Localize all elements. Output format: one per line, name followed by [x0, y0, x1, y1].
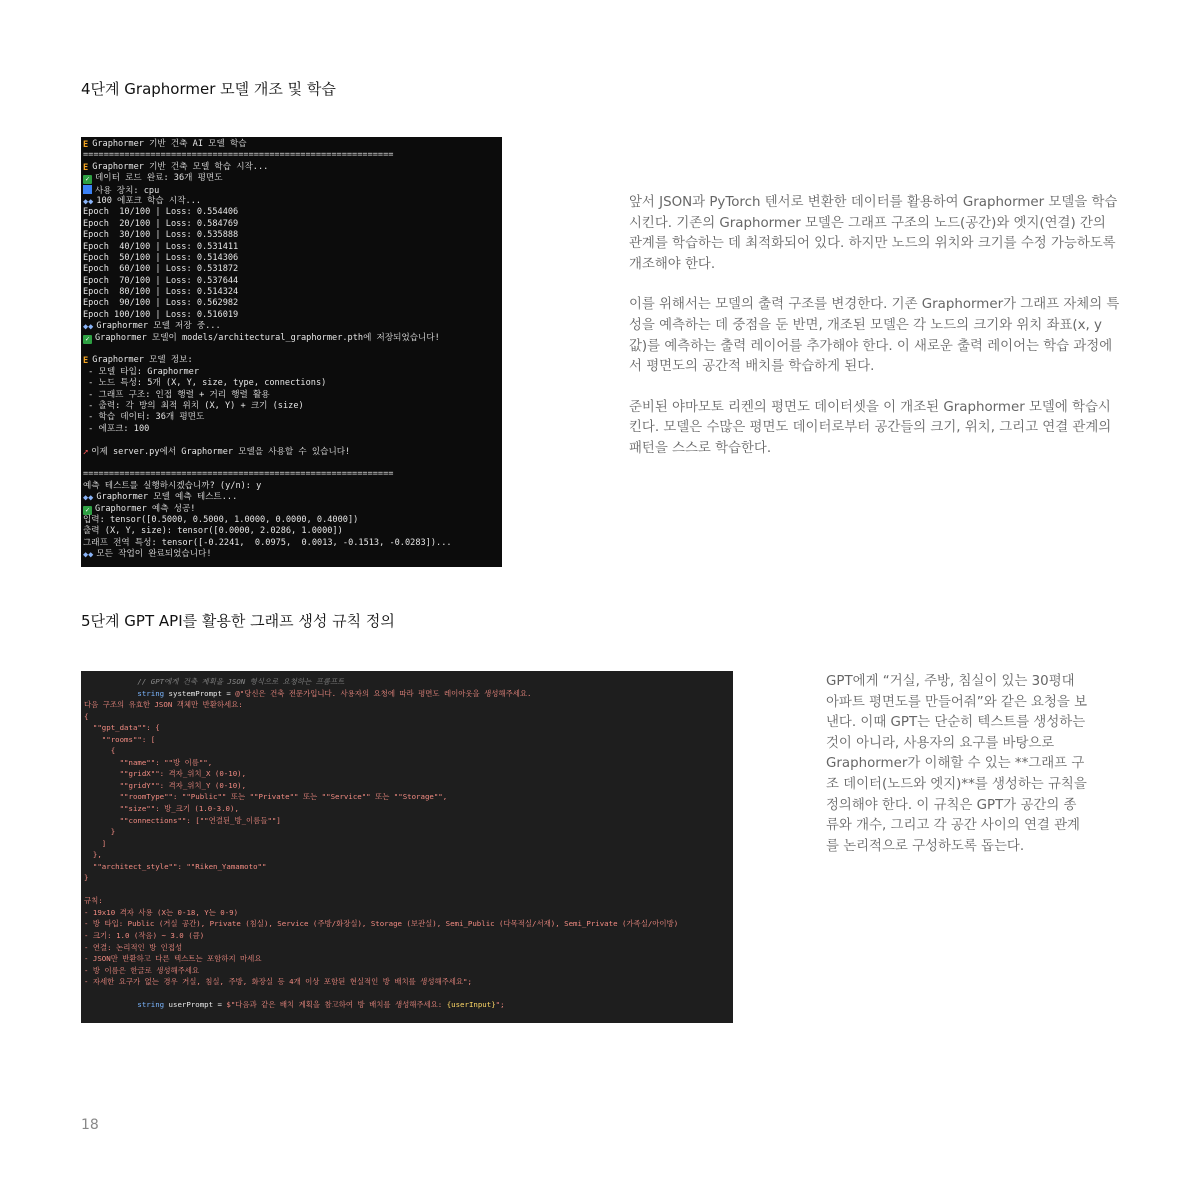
terminal-line-text: Epoch 70/100 | Loss: 0.537644 [83, 275, 239, 286]
terminal-line [83, 401, 500, 412]
terminal-line [83, 253, 500, 264]
code-line: { [84, 746, 116, 756]
logo-icon: E [83, 356, 89, 367]
terminal-line-text: 출력 (X, Y, size): tensor([0.0000, 2.0286, 1.0000]) [83, 526, 343, 537]
code-line: - 크기: 1.0 (작음) ~ 3.0 (큼) [84, 931, 205, 941]
code-interpolation: {userInput} [446, 1000, 496, 1010]
terminal-line [83, 424, 500, 435]
terminal-line-text: 이제 server.py에서 Graphormer 모델을 사용할 수 있습니다! [91, 446, 351, 457]
terminal-line-text: ============================================================ [83, 150, 394, 161]
terminal-line [83, 150, 500, 161]
computer-icon [83, 185, 92, 194]
terminal-line-text: - 모델 타입: Graphormer [83, 366, 199, 377]
code-line [84, 884, 730, 896]
terminal-line-text: 입력: tensor([0.5000, 0.5000, 1.0000, 0.0000, 0.4000]) [83, 514, 359, 525]
code-line: - 자세한 요구가 없는 경우 거실, 침실, 주방, 화장실 등 4개 이상 포함된 현실적인 방 배치를 생성해주세요"; [84, 977, 472, 987]
code-identifier: systemPrompt = [168, 688, 236, 698]
terminal-line-text: - 출력: 각 방의 최적 위치 (X, Y) + 크기 (size) [83, 400, 304, 411]
diamond-icon: ◆◆ [83, 493, 94, 504]
code-comment: // GPT에게 건축 계획을 JSON 형식으로 요청하는 프롬프트 [84, 677, 345, 686]
code-line: - 19x10 격자 사용 (X는 0-18, Y는 0-9) [84, 907, 239, 917]
terminal-line-text: - 노드 특성: 5개 (X, Y, size, type, connections) [83, 378, 327, 389]
terminal-line [83, 344, 500, 355]
terminal-line [83, 458, 500, 469]
terminal-line-text: Epoch 50/100 | Loss: 0.514306 [83, 252, 239, 263]
terminal-line [83, 355, 500, 366]
diamond-icon: ◆◆ [83, 550, 94, 561]
terminal-line [83, 310, 500, 321]
page-number: 18 [81, 1117, 99, 1133]
code-line: - JSON만 반환하고 다른 텍스트는 포함하지 마세요 [84, 954, 262, 964]
terminal-line [83, 207, 500, 218]
terminal-line-text: Graphormer 예측 성공! [95, 503, 196, 514]
terminal-line [83, 504, 500, 515]
code-system-prompt-line [84, 688, 730, 700]
terminal-line-text: 모든 작업이 완료되었습니다! [96, 549, 212, 560]
terminal-line-text: 그래프 전역 특성: tensor([-0.2241, 0.0975, 0.0013, -0.1513, -0.0283])... [83, 537, 452, 548]
code-string: @"당신은 건축 전문가입니다. 사용자의 요청에 따라 평면도 레이아웃을 생성해주세요. [235, 688, 532, 698]
section5-body: GPT에게 “거실, 주방, 침실이 있는 30평대 아파트 평면도를 만들어줘”와 같은 요청을 보낸다. 이때 GPT는 단순히 텍스트를 생성하는 것이 아니라, 사용자의 요구를 바탕으로 Graphormer가 이해할 수 있는 **그래프 구조 데이터(노드와 엣지)**를 생성하는 규칙을 정의해야 한다. 이 규칙은 GPT가 공간의 종류와 개수, 그리고 각 공간 사이의 연결 관계를 논리적으로 구성하도록 돕는다. [826, 674, 1088, 854]
terminal-line [83, 481, 500, 492]
terminal-line [83, 321, 500, 332]
code-line: 규칙: [84, 896, 103, 906]
code-line: - 방 타입: Public (거실 공간), Private (침실), Service (주방/화장실), Storage (보관실), Semi_Public (다목적실/서재), Semi_Private (가족실/아이방) [84, 919, 679, 929]
terminal-line-text: 예측 테스트를 실행하시겠습니까? (y/n): y [83, 480, 262, 491]
check-icon: ✓ [83, 175, 92, 184]
section4-paragraph-3: 준비된 야마모토 리켄의 평면도 데이터셋을 이 개조된 Graphormer 모델에 학습시킨다. 모델은 수많은 평면도 데이터로부터 공간들의 크기, 위치, 그리고 연결 관계의 패턴을 스스로 학습한다. [629, 399, 1112, 456]
code-line: - 연결: 논리적인 방 인접성 [84, 942, 183, 952]
code-line: }, [84, 850, 102, 860]
terminal-line [83, 219, 500, 230]
terminal-line-text: Graphormer 기반 건축 모델 학습 시작... [92, 161, 269, 172]
check-icon: ✓ [83, 506, 92, 515]
code-line: ] [84, 838, 107, 848]
terminal-line [83, 367, 500, 378]
terminal-screenshot [81, 137, 502, 567]
terminal-line [83, 276, 500, 287]
terminal-line [83, 264, 500, 275]
terminal-line [83, 242, 500, 253]
section5-heading: 5단계 GPT API를 활용한 그래프 생성 규칙 정의 [81, 612, 395, 630]
code-line: ""rooms"": [ [84, 734, 156, 744]
terminal-line-text: 100 에포크 학습 시작... [96, 195, 202, 206]
terminal-line-text: 사용 장치: cpu [95, 185, 160, 196]
terminal-line-text: Epoch 30/100 | Loss: 0.535888 [83, 230, 239, 241]
terminal-line [83, 526, 500, 537]
rocket-icon: ➚ [83, 447, 89, 458]
code-line: ""gridX"": 격자_위치_X (0-10), [84, 769, 247, 779]
code-screenshot [81, 671, 733, 1023]
terminal-line [83, 230, 500, 241]
code-line: ""gpt_data"": { [84, 723, 160, 733]
terminal-line [83, 173, 500, 184]
code-string: $"다음과 같은 배치 계획을 참고하여 방 배치를 생성해주세요: [226, 1000, 447, 1010]
logo-icon: E [83, 162, 89, 173]
terminal-line-text: Graphormer 모델 저장 중... [96, 321, 221, 332]
terminal-line [83, 378, 500, 389]
terminal-line-text: Epoch 60/100 | Loss: 0.531872 [83, 264, 239, 275]
terminal-line [83, 139, 500, 150]
code-string: "; [495, 1000, 505, 1010]
code-line: ""connections"": [""연결된_방_이름들""] [84, 815, 281, 825]
section4-paragraph-2: 이를 위해서는 모델의 출력 구조를 변경한다. 기존 Graphormer가 그래프 자체의 특성을 예측하는 데 중점을 둔 반면, 개조된 모델은 각 노드의 크기와 위치 좌표(x, y 값)를 예측하는 출력 레이어를 추가해야 한다. 이 새로운 출력 레이어는 학습 과정에서 평면도의 공간적 배치를 학습하게 된다. [629, 297, 1120, 375]
terminal-line [83, 549, 500, 560]
terminal-line-text: Epoch 20/100 | Loss: 0.584769 [83, 218, 239, 229]
section4-paragraph-1: 앞서 JSON과 PyTorch 텐서로 변환한 데이터를 활용하여 Graphormer 모델을 학습시킨다. 기존의 Graphormer 모델은 그래프 구조의 노드(공간)와 엣지(연결) 간의 관계를 학습하는 데 최적화되어 있다. 하지만 노드의 위치와 크기를 수정 가능하도록 개조해야 한다. [629, 195, 1118, 272]
terminal-line-text: Epoch 100/100 | Loss: 0.516019 [83, 309, 239, 320]
terminal-line [83, 298, 500, 309]
terminal-line-text: Epoch 10/100 | Loss: 0.554406 [83, 207, 239, 218]
terminal-line [83, 412, 500, 423]
code-line [84, 988, 730, 1000]
terminal-line [83, 538, 500, 549]
terminal-line [83, 447, 500, 458]
code-body [84, 699, 730, 999]
section4-heading: 4단계 Graphormer 모델 개조 및 학습 [81, 80, 336, 98]
terminal-line-text: - 에포크: 100 [83, 423, 150, 434]
terminal-line-text: Graphormer 기반 건축 AI 모델 학습 [92, 139, 247, 149]
code-line: } [84, 873, 89, 883]
terminal-line [83, 333, 500, 344]
terminal-line-text: - 학습 데이터: 36개 평면도 [83, 412, 205, 423]
diamond-icon: ◆◆ [83, 322, 94, 333]
terminal-line [83, 515, 500, 526]
code-keyword: string [84, 688, 169, 698]
terminal-line [83, 162, 500, 173]
code-line: ""name"": ""방 이름"", [84, 757, 213, 767]
terminal-line-text: Epoch 80/100 | Loss: 0.514324 [83, 287, 239, 298]
terminal-line-text: Epoch 90/100 | Loss: 0.562982 [83, 298, 239, 309]
terminal-line-text: 데이터 로드 완료: 36개 평면도 [95, 173, 223, 184]
code-line: 다음 구조의 유효한 JSON 객체만 반환하세요: [84, 700, 243, 710]
code-line: ""architect_style"": ""Riken_Yamamoto"" [84, 861, 267, 871]
terminal-line-text: Epoch 40/100 | Loss: 0.531411 [83, 241, 239, 252]
logo-icon: E [83, 140, 89, 150]
code-line: ""gridY"": 격자_위치_Y (0-10), [84, 780, 247, 790]
terminal-line-text: Graphormer 모델 예측 테스트... [96, 492, 238, 503]
check-icon: ✓ [83, 335, 92, 344]
code-line: } [84, 827, 116, 837]
terminal-line-text: Graphormer 모델이 models/architectural_graphormer.pth에 저장되었습니다! [95, 332, 440, 343]
terminal-line [83, 390, 500, 401]
terminal-line [83, 287, 500, 298]
section4-body [629, 193, 1121, 480]
code-line: ""size"": 방_크기 (1.0-3.0), [84, 804, 239, 814]
code-line: { [84, 711, 89, 721]
terminal-line-text: - 그래프 구조: 인접 행렬 + 거리 행렬 활용 [83, 389, 270, 400]
diamond-icon: ◆◆ [83, 196, 94, 207]
code-user-prompt-line [84, 999, 730, 1011]
terminal-line-text: Graphormer 모델 정보: [92, 355, 193, 366]
terminal-line [83, 469, 500, 480]
code-line: - 방 이름은 한글로 생성해주세요 [84, 965, 200, 975]
terminal-line [83, 196, 500, 207]
code-keyword: string [84, 1000, 169, 1010]
terminal-line [83, 435, 500, 446]
code-identifier: userPrompt = [168, 1000, 227, 1010]
code-line: ""roomType"": ""Public"" 또는 ""Private"" 또는 ""Service"" 또는 ""Storage"", [84, 792, 448, 802]
terminal-line-text: ============================================================ [83, 469, 394, 480]
terminal-line [83, 492, 500, 503]
terminal-line [83, 185, 500, 196]
